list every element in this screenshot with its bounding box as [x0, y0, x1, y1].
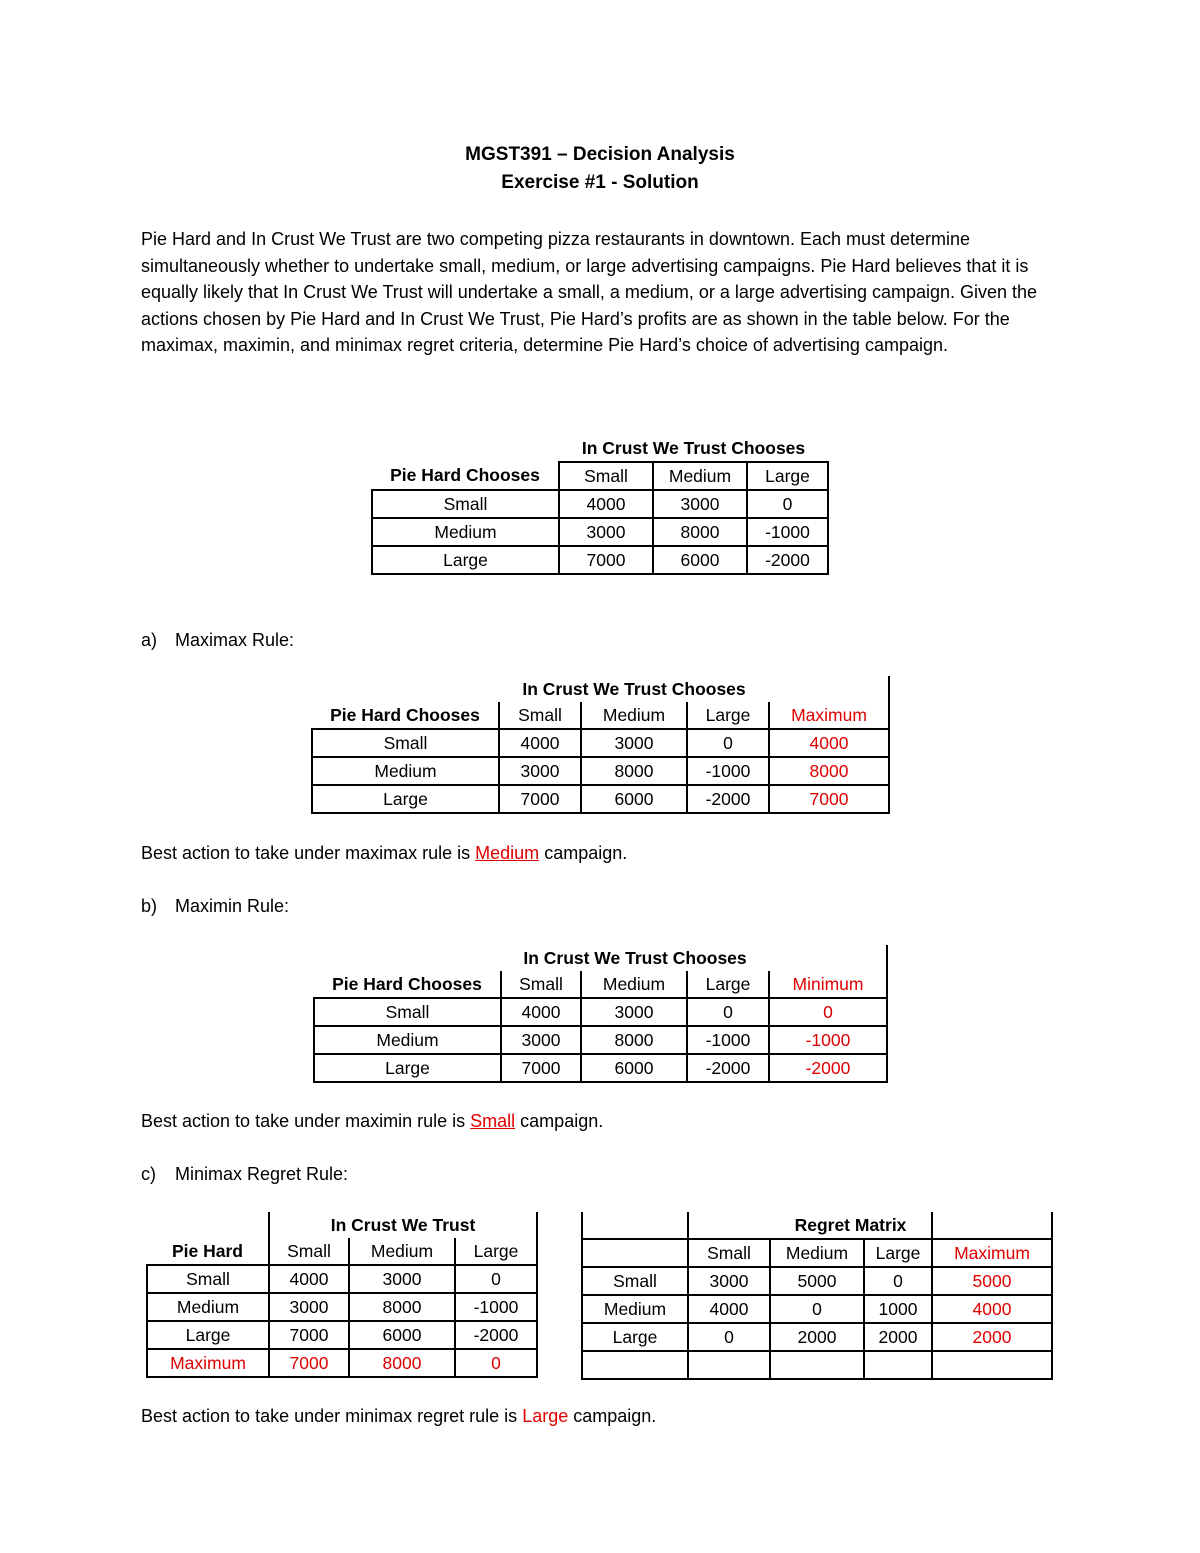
maximin-caption: In Crust We Trust Chooses [523, 947, 747, 968]
table-row [312, 729, 889, 757]
cell: 8000 [653, 518, 747, 546]
maximum-cell: 8000 [349, 1349, 455, 1377]
conclusion-text: campaign. [568, 1406, 657, 1426]
table-row [312, 757, 889, 785]
conclusion-text: campaign. [515, 1111, 604, 1131]
cell: 4000 [559, 490, 653, 518]
part-b-title: Maximin Rule: [175, 896, 290, 916]
cell: 3000 [559, 518, 653, 546]
col-header: Medium [349, 1238, 455, 1265]
row-label: Small [312, 729, 499, 757]
cell: 3000 [581, 729, 687, 757]
conclusion-text: Best action to take under maximin rule is [141, 1111, 471, 1131]
part-b-heading [141, 896, 289, 917]
table-row [314, 1054, 887, 1082]
part-c-label: c) [141, 1164, 156, 1184]
regret-left-caption: In Crust We Trust [269, 1212, 537, 1238]
col-header: Medium [653, 462, 747, 490]
cell: -2000 [455, 1321, 537, 1349]
cell: 8000 [581, 1026, 687, 1054]
regret-matrix-caption: Regret Matrix [794, 1214, 907, 1235]
table-row [147, 1349, 537, 1377]
cell: 3000 [653, 490, 747, 518]
row-label: Large [582, 1323, 688, 1351]
col-header: Small [499, 702, 581, 729]
cell: 4000 [688, 1295, 770, 1323]
maximax-caption: In Crust We Trust Chooses [522, 678, 746, 699]
cell: 0 [688, 1323, 770, 1351]
col-header: Large [687, 971, 769, 998]
problem-statement: Pie Hard and In Crust We Trust are two competing pizza restaurants in downtown. Each must determine simultaneously whether to undertake small, medium, or large advertising campaigns. Pie Hard believes that it is equally likely that In Crust We Trust will undertake a small, a medium, or a large advertising campaign. Given the actions chosen by Pie Hard and In Crust We Trust, Pie Hard’s profits are as shown in the table below. For the maximax, maximin, and minimax regret criteria, determine Pie Hard’s choice of advertising campaign. [141, 229, 1038, 355]
minimum-header: Minimum [769, 971, 887, 998]
col-header: Small [269, 1238, 349, 1265]
cell: 2000 [864, 1323, 932, 1351]
row-header: Pie Hard Chooses [332, 973, 482, 994]
col-header: Medium [770, 1239, 864, 1267]
cell: 3000 [499, 757, 581, 785]
minimum-cell: 0 [769, 998, 887, 1026]
row-label: Medium [147, 1293, 269, 1321]
part-a-title: Maximax Rule: [175, 630, 295, 650]
minimum-cell: -1000 [769, 1026, 887, 1054]
cell: 3000 [349, 1265, 455, 1293]
document-subtitle: Exercise #1 - Solution [501, 172, 699, 193]
col-header: Large [864, 1239, 932, 1267]
col-header: Large [687, 702, 769, 729]
cell: 7000 [559, 546, 653, 574]
table-row [582, 1267, 1052, 1295]
col-header: Medium [581, 702, 687, 729]
table-row [582, 1295, 1052, 1323]
row-label: Small [582, 1267, 688, 1295]
maximum-cell: 0 [455, 1349, 537, 1377]
row-label: Medium [372, 518, 559, 546]
cell: -2000 [747, 546, 828, 574]
payoff-max-table [146, 1212, 538, 1378]
cell: 7000 [499, 785, 581, 813]
table-row [147, 1293, 537, 1321]
cell: -1000 [455, 1293, 537, 1321]
row-label: Small [372, 490, 559, 518]
cell: 8000 [581, 757, 687, 785]
cell: 0 [747, 490, 828, 518]
part-c-heading [141, 1164, 348, 1185]
col-header: Small [501, 971, 581, 998]
col-header: Large [747, 462, 828, 490]
maximin-conclusion [141, 1111, 603, 1132]
row-label: Medium [582, 1295, 688, 1323]
cell: 0 [770, 1295, 864, 1323]
conclusion-text: campaign. [539, 843, 628, 863]
row-label: Medium [314, 1026, 501, 1054]
table-row [372, 490, 828, 518]
cell: 0 [687, 998, 769, 1026]
conclusion-text: Best action to take under maximax rule is [141, 843, 476, 863]
maximum-cell: 4000 [932, 1295, 1052, 1323]
cell: 4000 [269, 1265, 349, 1293]
cell: 3000 [581, 998, 687, 1026]
minimax-regret-conclusion [141, 1406, 656, 1427]
row-header: Pie Hard [172, 1240, 243, 1261]
maximum-cell: 8000 [769, 757, 889, 785]
cell: 4000 [501, 998, 581, 1026]
cell: 7000 [269, 1321, 349, 1349]
maximum-cell: 5000 [932, 1267, 1052, 1295]
maximum-cell: 7000 [769, 785, 889, 813]
cell: 0 [455, 1265, 537, 1293]
row-label: Medium [312, 757, 499, 785]
conclusion-text: Best action to take under minimax regret rule is [141, 1406, 523, 1426]
row-label: Large [314, 1054, 501, 1082]
maximum-header: Maximum [932, 1239, 1052, 1267]
cell: -1000 [687, 757, 769, 785]
cell: 5000 [770, 1267, 864, 1295]
table-row [372, 518, 828, 546]
row-label: Large [147, 1321, 269, 1349]
cell: 4000 [499, 729, 581, 757]
cell: -1000 [747, 518, 828, 546]
payoff-caption: In Crust We Trust Chooses [581, 437, 806, 458]
cell: 0 [864, 1267, 932, 1295]
part-a-label: a) [141, 630, 158, 650]
table-row [312, 785, 889, 813]
row-label: Small [314, 998, 501, 1026]
cell: 6000 [349, 1321, 455, 1349]
cell: 7000 [501, 1054, 581, 1082]
cell: 3000 [688, 1267, 770, 1295]
maximum-row-label: Maximum [147, 1349, 269, 1377]
row-label: Small [147, 1265, 269, 1293]
table-row [372, 546, 828, 574]
payoff-table [371, 435, 829, 575]
table-row [314, 1026, 887, 1054]
maximum-header: Maximum [769, 702, 889, 729]
maximum-cell: 2000 [932, 1323, 1052, 1351]
document-title: MGST391 – Decision Analysis [465, 144, 735, 165]
row-header: Pie Hard Chooses [330, 704, 480, 725]
col-header: Medium [581, 971, 687, 998]
cell: 0 [687, 729, 769, 757]
cell: 6000 [653, 546, 747, 574]
part-c-title: Minimax Regret Rule: [175, 1164, 349, 1184]
part-b-label: b) [141, 896, 158, 916]
cell: 6000 [581, 785, 687, 813]
maximum-cell: 7000 [269, 1349, 349, 1377]
table-row [582, 1351, 1052, 1379]
table-row [314, 998, 887, 1026]
cell: -2000 [687, 1054, 769, 1082]
maximin-choice: Small [470, 1111, 516, 1131]
maximax-choice: Medium [475, 843, 540, 863]
table-row [147, 1321, 537, 1349]
col-header: Small [688, 1239, 770, 1267]
cell: 2000 [770, 1323, 864, 1351]
maximax-table [311, 676, 890, 814]
part-a-heading [141, 630, 294, 651]
maximum-cell: 4000 [769, 729, 889, 757]
cell: 3000 [501, 1026, 581, 1054]
minimum-cell: -2000 [769, 1054, 887, 1082]
col-header: Small [559, 462, 653, 490]
row-label: Large [312, 785, 499, 813]
cell: 8000 [349, 1293, 455, 1321]
row-header: Pie Hard Chooses [390, 465, 540, 485]
cell: 1000 [864, 1295, 932, 1323]
cell: -1000 [687, 1026, 769, 1054]
regret-matrix-table [581, 1212, 1053, 1380]
minimax-regret-choice: Large [522, 1406, 569, 1426]
cell: 6000 [581, 1054, 687, 1082]
cell: -2000 [687, 785, 769, 813]
maximax-conclusion [141, 843, 627, 864]
table-row [582, 1323, 1052, 1351]
col-header: Large [455, 1238, 537, 1265]
row-label: Large [372, 546, 559, 574]
cell: 3000 [269, 1293, 349, 1321]
maximin-table [313, 945, 888, 1083]
table-row [147, 1265, 537, 1293]
